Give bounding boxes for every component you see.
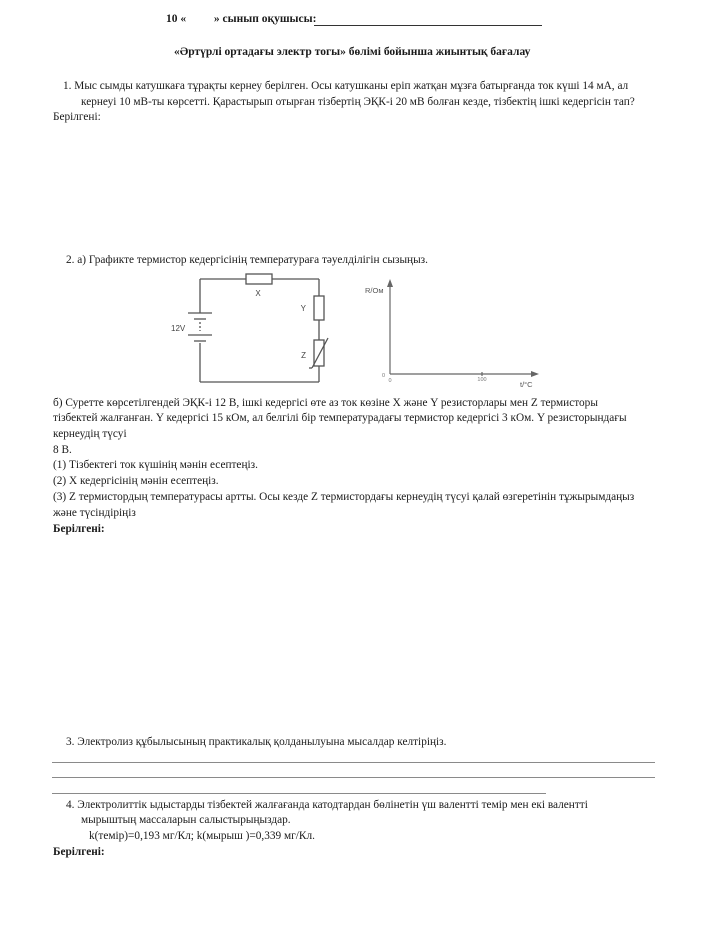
q2b-sub3-line2: және түсіндіріңіз <box>53 507 136 519</box>
origin-y-label: 0 <box>381 373 385 379</box>
q4-given-label: Берілгені: <box>53 846 105 858</box>
battery-label: 12V <box>171 324 186 333</box>
q2b-line2: тізбектей жалғанған. Y кедергісі 15 кОм, ал белгілі бір температурадағы термистор кедергісі 3 кОм. Y резисторындағы <box>53 412 627 424</box>
y-axis-label: R/Ом <box>365 286 384 295</box>
q3-text: 3. Электролиз құбылысының практикалық қолданылуына мысалдар келтіріңіз. <box>66 736 447 748</box>
q2a-text: 2. а) Графикте термистор кедергісінің температураға тәуелділігін сызыңыз. <box>66 254 428 266</box>
q4-answer-area[interactable] <box>53 863 653 943</box>
q3-answer-line-3[interactable] <box>52 793 546 794</box>
class-suffix: » сынып оқушысы: <box>213 13 317 25</box>
q3-answer-line-1[interactable] <box>52 762 655 763</box>
q2-given-label: Берілгені: <box>53 523 105 535</box>
x-axis-label: t/°C <box>520 380 533 389</box>
q1-line1: 1. Мыс сымды катушкаға тұрақты кернеу берілген. Осы катушканы еріп жатқан мұзға батырғанда ток күші 14 мА, ал <box>63 80 629 92</box>
q1-line2: кернеуі 10 мВ-ты көрсетті. Қарастырып отырған тізбертің ЭҚК-і 20 мВ болған кезде, тізбектің ішкі кедергісін тап? <box>81 96 635 108</box>
circuit-diagram <box>160 265 340 390</box>
q2-answer-area[interactable] <box>53 540 653 725</box>
q4-line2: мырыштың массаларын салыстырыңыздар. <box>81 814 291 826</box>
q2b-line4: 8 В. <box>53 444 72 456</box>
q4-line3: k(темір)=0,193 мг/Кл; k(мырыш )=0,339 мг/Кл. <box>89 830 315 842</box>
q3-answer-line-2[interactable] <box>52 777 655 778</box>
student-name-line[interactable] <box>314 25 542 26</box>
class-prefix: 10 « <box>166 13 187 25</box>
q1-given-label: Берілгені: <box>53 111 101 123</box>
q1-answer-area[interactable] <box>53 128 653 243</box>
resistor-y-icon <box>314 296 324 320</box>
q2b-sub2: (2) X кедергісінің мәнін есептеңіз. <box>53 475 219 487</box>
x-tick-100: 100 <box>477 377 487 383</box>
resistor-x-label: X <box>255 289 261 298</box>
page-title: «Әртүрлі ортадағы электр тогы» бөлімі бойынша жиынтық бағалау <box>174 46 531 58</box>
class-label <box>166 12 316 28</box>
resistor-y-label: Y <box>300 304 306 313</box>
thermistor-z-label: Z <box>301 351 306 360</box>
resistance-temperature-graph[interactable] <box>355 275 555 390</box>
q2b-sub3-line1: (3) Z термистордың температурасы артты. Осы кезде Z термистордағы кернеудің түсуі қалай өзгеретінін тұжырымдаңыз <box>53 491 635 503</box>
q2b-sub1: (1) Тізбектегі ток күшінің мәнін есептеңіз. <box>53 459 258 471</box>
resistor-x-icon <box>246 274 272 284</box>
q2b-line3: кернеудің түсуі <box>53 428 127 440</box>
q2b-line1: б) Суретте көрсетілгендей ЭҚК-і 12 В, ішкі кедергісі өте аз ток көзіне X және Y резисторлары мен Z термисторы <box>53 397 598 409</box>
origin-x-label: 0 <box>388 378 392 384</box>
q4-line1: 4. Электролиттік ыдыстарды тізбектей жалғағанда катодтардан бөлінетін үш валентті темір мен екі валентті <box>66 799 588 811</box>
